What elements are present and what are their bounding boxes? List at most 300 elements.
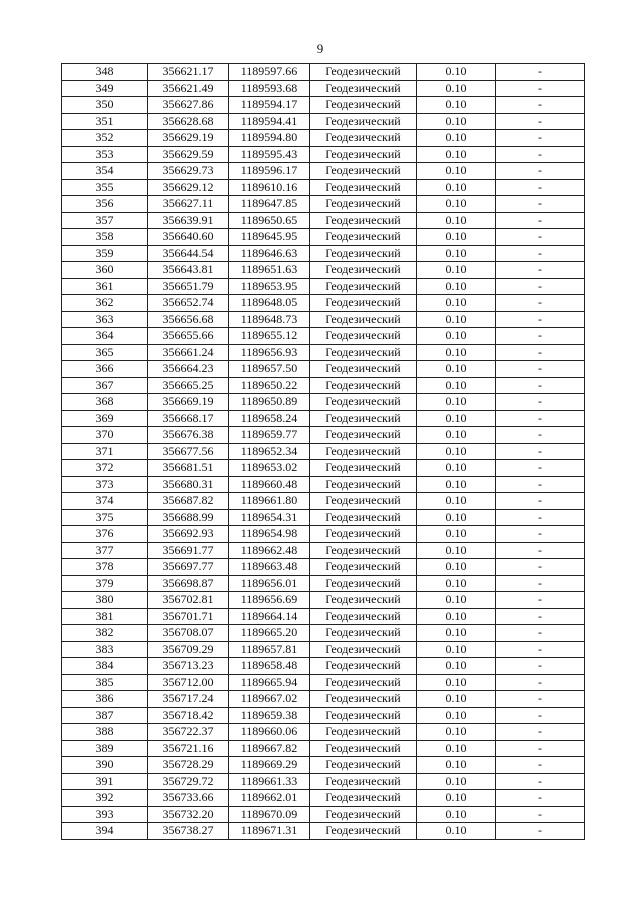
x-coordinate-cell: 356669.19	[148, 394, 229, 411]
method-cell: Геодезический	[310, 641, 417, 658]
table-row	[62, 179, 585, 196]
y-coordinate-cell: 1189650.65	[229, 212, 310, 229]
method-cell: Геодезический	[310, 526, 417, 543]
description-cell: -	[496, 707, 585, 724]
description-cell: -	[496, 740, 585, 757]
accuracy-cell: 0.10	[417, 196, 496, 213]
method-cell: Геодезический	[310, 377, 417, 394]
x-coordinate-cell: 356627.86	[148, 97, 229, 114]
y-coordinate-cell: 1189664.14	[229, 608, 310, 625]
y-coordinate-cell: 1189651.63	[229, 262, 310, 279]
description-cell: -	[496, 328, 585, 345]
x-coordinate-cell: 356688.99	[148, 509, 229, 526]
method-cell: Геодезический	[310, 443, 417, 460]
y-coordinate-cell: 1189659.77	[229, 427, 310, 444]
y-coordinate-cell: 1189594.80	[229, 130, 310, 147]
accuracy-cell: 0.10	[417, 410, 496, 427]
y-coordinate-cell: 1189658.48	[229, 658, 310, 675]
accuracy-cell: 0.10	[417, 427, 496, 444]
description-cell: -	[496, 790, 585, 807]
accuracy-cell: 0.10	[417, 641, 496, 658]
point-number-cell: 362	[62, 295, 148, 312]
table-row	[62, 278, 585, 295]
accuracy-cell: 0.10	[417, 790, 496, 807]
accuracy-cell: 0.10	[417, 344, 496, 361]
accuracy-cell: 0.10	[417, 361, 496, 378]
accuracy-cell: 0.10	[417, 575, 496, 592]
accuracy-cell: 0.10	[417, 394, 496, 411]
description-cell: -	[496, 460, 585, 477]
table-row	[62, 592, 585, 609]
x-coordinate-cell: 356729.72	[148, 773, 229, 790]
x-coordinate-cell: 356680.31	[148, 476, 229, 493]
description-cell: -	[496, 212, 585, 229]
method-cell: Геодезический	[310, 278, 417, 295]
method-cell: Геодезический	[310, 625, 417, 642]
table-row	[62, 113, 585, 130]
point-number-cell: 392	[62, 790, 148, 807]
table-row	[62, 526, 585, 543]
description-cell: -	[496, 278, 585, 295]
description-cell: -	[496, 410, 585, 427]
method-cell: Геодезический	[310, 130, 417, 147]
table-row	[62, 212, 585, 229]
method-cell: Геодезический	[310, 658, 417, 675]
point-number-cell: 350	[62, 97, 148, 114]
method-cell: Геодезический	[310, 64, 417, 81]
x-coordinate-cell: 356717.24	[148, 691, 229, 708]
y-coordinate-cell: 1189660.06	[229, 724, 310, 741]
point-number-cell: 351	[62, 113, 148, 130]
x-coordinate-cell: 356652.74	[148, 295, 229, 312]
table-row	[62, 64, 585, 81]
accuracy-cell: 0.10	[417, 80, 496, 97]
method-cell: Геодезический	[310, 229, 417, 246]
table-row	[62, 608, 585, 625]
x-coordinate-cell: 356712.00	[148, 674, 229, 691]
description-cell: -	[496, 394, 585, 411]
y-coordinate-cell: 1189656.69	[229, 592, 310, 609]
y-coordinate-cell: 1189656.93	[229, 344, 310, 361]
description-cell: -	[496, 757, 585, 774]
accuracy-cell: 0.10	[417, 163, 496, 180]
accuracy-cell: 0.10	[417, 130, 496, 147]
description-cell: -	[496, 64, 585, 81]
y-coordinate-cell: 1189671.31	[229, 823, 310, 840]
description-cell: -	[496, 773, 585, 790]
y-coordinate-cell: 1189647.85	[229, 196, 310, 213]
description-cell: -	[496, 592, 585, 609]
accuracy-cell: 0.10	[417, 707, 496, 724]
accuracy-cell: 0.10	[417, 278, 496, 295]
y-coordinate-cell: 1189669.29	[229, 757, 310, 774]
coordinates-table-body	[62, 64, 585, 840]
x-coordinate-cell: 356627.11	[148, 196, 229, 213]
accuracy-cell: 0.10	[417, 493, 496, 510]
y-coordinate-cell: 1189595.43	[229, 146, 310, 163]
description-cell: -	[496, 97, 585, 114]
y-coordinate-cell: 1189657.81	[229, 641, 310, 658]
accuracy-cell: 0.10	[417, 212, 496, 229]
point-number-cell: 378	[62, 559, 148, 576]
point-number-cell: 357	[62, 212, 148, 229]
accuracy-cell: 0.10	[417, 592, 496, 609]
method-cell: Геодезический	[310, 575, 417, 592]
x-coordinate-cell: 356621.17	[148, 64, 229, 81]
description-cell: -	[496, 229, 585, 246]
method-cell: Геодезический	[310, 740, 417, 757]
point-number-cell: 359	[62, 245, 148, 262]
point-number-cell: 376	[62, 526, 148, 543]
point-number-cell: 386	[62, 691, 148, 708]
point-number-cell: 348	[62, 64, 148, 81]
page-number: 9	[316, 41, 324, 56]
accuracy-cell: 0.10	[417, 328, 496, 345]
point-number-cell: 379	[62, 575, 148, 592]
accuracy-cell: 0.10	[417, 526, 496, 543]
table-row	[62, 575, 585, 592]
accuracy-cell: 0.10	[417, 476, 496, 493]
y-coordinate-cell: 1189654.98	[229, 526, 310, 543]
table-row	[62, 674, 585, 691]
x-coordinate-cell: 356687.82	[148, 493, 229, 510]
y-coordinate-cell: 1189662.48	[229, 542, 310, 559]
point-number-cell: 356	[62, 196, 148, 213]
description-cell: -	[496, 130, 585, 147]
description-cell: -	[496, 146, 585, 163]
table-row	[62, 328, 585, 345]
x-coordinate-cell: 356676.38	[148, 427, 229, 444]
table-row	[62, 707, 585, 724]
description-cell: -	[496, 377, 585, 394]
x-coordinate-cell: 356664.23	[148, 361, 229, 378]
table-row	[62, 476, 585, 493]
method-cell: Геодезический	[310, 707, 417, 724]
accuracy-cell: 0.10	[417, 608, 496, 625]
x-coordinate-cell: 356709.29	[148, 641, 229, 658]
point-number-cell: 363	[62, 311, 148, 328]
description-cell: -	[496, 658, 585, 675]
description-cell: -	[496, 163, 585, 180]
method-cell: Геодезический	[310, 113, 417, 130]
y-coordinate-cell: 1189645.95	[229, 229, 310, 246]
point-number-cell: 383	[62, 641, 148, 658]
method-cell: Геодезический	[310, 196, 417, 213]
method-cell: Геодезический	[310, 823, 417, 840]
coordinates-table	[61, 63, 585, 840]
x-coordinate-cell: 356722.37	[148, 724, 229, 741]
point-number-cell: 370	[62, 427, 148, 444]
point-number-cell: 374	[62, 493, 148, 510]
point-number-cell: 381	[62, 608, 148, 625]
x-coordinate-cell: 356733.66	[148, 790, 229, 807]
point-number-cell: 361	[62, 278, 148, 295]
accuracy-cell: 0.10	[417, 740, 496, 757]
method-cell: Геодезический	[310, 410, 417, 427]
x-coordinate-cell: 356718.42	[148, 707, 229, 724]
method-cell: Геодезический	[310, 509, 417, 526]
table-row	[62, 443, 585, 460]
point-number-cell: 391	[62, 773, 148, 790]
table-row	[62, 394, 585, 411]
description-cell: -	[496, 493, 585, 510]
method-cell: Геодезический	[310, 691, 417, 708]
accuracy-cell: 0.10	[417, 295, 496, 312]
point-number-cell: 367	[62, 377, 148, 394]
method-cell: Геодезический	[310, 674, 417, 691]
x-coordinate-cell: 356629.19	[148, 130, 229, 147]
y-coordinate-cell: 1189661.33	[229, 773, 310, 790]
x-coordinate-cell: 356621.49	[148, 80, 229, 97]
description-cell: -	[496, 724, 585, 741]
description-cell: -	[496, 196, 585, 213]
accuracy-cell: 0.10	[417, 542, 496, 559]
table-row	[62, 311, 585, 328]
point-number-cell: 360	[62, 262, 148, 279]
accuracy-cell: 0.10	[417, 757, 496, 774]
accuracy-cell: 0.10	[417, 311, 496, 328]
y-coordinate-cell: 1189593.68	[229, 80, 310, 97]
description-cell: -	[496, 295, 585, 312]
description-cell: -	[496, 542, 585, 559]
description-cell: -	[496, 509, 585, 526]
accuracy-cell: 0.10	[417, 773, 496, 790]
table-row	[62, 262, 585, 279]
x-coordinate-cell: 356655.66	[148, 328, 229, 345]
method-cell: Геодезический	[310, 559, 417, 576]
x-coordinate-cell: 356681.51	[148, 460, 229, 477]
y-coordinate-cell: 1189597.66	[229, 64, 310, 81]
y-coordinate-cell: 1189661.80	[229, 493, 310, 510]
method-cell: Геодезический	[310, 394, 417, 411]
table-row	[62, 130, 585, 147]
accuracy-cell: 0.10	[417, 806, 496, 823]
description-cell: -	[496, 641, 585, 658]
description-cell: -	[496, 361, 585, 378]
description-cell: -	[496, 674, 585, 691]
x-coordinate-cell: 356692.93	[148, 526, 229, 543]
method-cell: Геодезический	[310, 790, 417, 807]
table-row	[62, 806, 585, 823]
point-number-cell: 394	[62, 823, 148, 840]
point-number-cell: 393	[62, 806, 148, 823]
accuracy-cell: 0.10	[417, 691, 496, 708]
point-number-cell: 365	[62, 344, 148, 361]
x-coordinate-cell: 356702.81	[148, 592, 229, 609]
table-row	[62, 196, 585, 213]
table-row	[62, 377, 585, 394]
x-coordinate-cell: 356639.91	[148, 212, 229, 229]
method-cell: Геодезический	[310, 476, 417, 493]
y-coordinate-cell: 1189652.34	[229, 443, 310, 460]
accuracy-cell: 0.10	[417, 179, 496, 196]
x-coordinate-cell: 356708.07	[148, 625, 229, 642]
y-coordinate-cell: 1189654.31	[229, 509, 310, 526]
method-cell: Геодезический	[310, 427, 417, 444]
x-coordinate-cell: 356629.12	[148, 179, 229, 196]
point-number-cell: 353	[62, 146, 148, 163]
table-row	[62, 361, 585, 378]
point-number-cell: 382	[62, 625, 148, 642]
x-coordinate-cell: 356721.16	[148, 740, 229, 757]
table-row	[62, 740, 585, 757]
description-cell: -	[496, 625, 585, 642]
description-cell: -	[496, 559, 585, 576]
point-number-cell: 354	[62, 163, 148, 180]
table-row	[62, 146, 585, 163]
x-coordinate-cell: 356668.17	[148, 410, 229, 427]
table-row	[62, 410, 585, 427]
x-coordinate-cell: 356677.56	[148, 443, 229, 460]
description-cell: -	[496, 113, 585, 130]
x-coordinate-cell: 356728.29	[148, 757, 229, 774]
description-cell: -	[496, 575, 585, 592]
accuracy-cell: 0.10	[417, 625, 496, 642]
point-number-cell: 352	[62, 130, 148, 147]
method-cell: Геодезический	[310, 179, 417, 196]
table-row	[62, 691, 585, 708]
y-coordinate-cell: 1189646.63	[229, 245, 310, 262]
accuracy-cell: 0.10	[417, 509, 496, 526]
method-cell: Геодезический	[310, 163, 417, 180]
x-coordinate-cell: 356701.71	[148, 608, 229, 625]
y-coordinate-cell: 1189660.48	[229, 476, 310, 493]
table-row	[62, 724, 585, 741]
description-cell: -	[496, 179, 585, 196]
method-cell: Геодезический	[310, 608, 417, 625]
point-number-cell: 373	[62, 476, 148, 493]
x-coordinate-cell: 356661.24	[148, 344, 229, 361]
table-row	[62, 460, 585, 477]
description-cell: -	[496, 608, 585, 625]
y-coordinate-cell: 1189596.17	[229, 163, 310, 180]
description-cell: -	[496, 311, 585, 328]
table-row	[62, 757, 585, 774]
accuracy-cell: 0.10	[417, 146, 496, 163]
accuracy-cell: 0.10	[417, 823, 496, 840]
y-coordinate-cell: 1189655.12	[229, 328, 310, 345]
y-coordinate-cell: 1189665.94	[229, 674, 310, 691]
description-cell: -	[496, 262, 585, 279]
y-coordinate-cell: 1189648.05	[229, 295, 310, 312]
x-coordinate-cell: 356732.20	[148, 806, 229, 823]
x-coordinate-cell: 356640.60	[148, 229, 229, 246]
accuracy-cell: 0.10	[417, 724, 496, 741]
x-coordinate-cell: 356629.59	[148, 146, 229, 163]
point-number-cell: 372	[62, 460, 148, 477]
table-row	[62, 295, 585, 312]
table-row	[62, 245, 585, 262]
accuracy-cell: 0.10	[417, 559, 496, 576]
point-number-cell: 349	[62, 80, 148, 97]
x-coordinate-cell: 356643.81	[148, 262, 229, 279]
point-number-cell: 384	[62, 658, 148, 675]
table-row	[62, 790, 585, 807]
method-cell: Геодезический	[310, 212, 417, 229]
description-cell: -	[496, 691, 585, 708]
accuracy-cell: 0.10	[417, 377, 496, 394]
table-row	[62, 658, 585, 675]
x-coordinate-cell: 356697.77	[148, 559, 229, 576]
description-cell: -	[496, 427, 585, 444]
y-coordinate-cell: 1189665.20	[229, 625, 310, 642]
description-cell: -	[496, 80, 585, 97]
point-number-cell: 388	[62, 724, 148, 741]
method-cell: Геодезический	[310, 97, 417, 114]
description-cell: -	[496, 806, 585, 823]
y-coordinate-cell: 1189657.50	[229, 361, 310, 378]
y-coordinate-cell: 1189658.24	[229, 410, 310, 427]
accuracy-cell: 0.10	[417, 262, 496, 279]
point-number-cell: 369	[62, 410, 148, 427]
point-number-cell: 389	[62, 740, 148, 757]
point-number-cell: 371	[62, 443, 148, 460]
table-row	[62, 344, 585, 361]
y-coordinate-cell: 1189653.02	[229, 460, 310, 477]
table-row	[62, 823, 585, 840]
method-cell: Геодезический	[310, 146, 417, 163]
y-coordinate-cell: 1189594.17	[229, 97, 310, 114]
description-cell: -	[496, 526, 585, 543]
table-row	[62, 625, 585, 642]
method-cell: Геодезический	[310, 311, 417, 328]
method-cell: Геодезический	[310, 757, 417, 774]
table-row	[62, 509, 585, 526]
x-coordinate-cell: 356738.27	[148, 823, 229, 840]
y-coordinate-cell: 1189650.22	[229, 377, 310, 394]
method-cell: Геодезический	[310, 460, 417, 477]
y-coordinate-cell: 1189656.01	[229, 575, 310, 592]
x-coordinate-cell: 356656.68	[148, 311, 229, 328]
y-coordinate-cell: 1189662.01	[229, 790, 310, 807]
method-cell: Геодезический	[310, 542, 417, 559]
accuracy-cell: 0.10	[417, 658, 496, 675]
y-coordinate-cell: 1189659.38	[229, 707, 310, 724]
point-number-cell: 385	[62, 674, 148, 691]
table-row	[62, 773, 585, 790]
method-cell: Геодезический	[310, 344, 417, 361]
x-coordinate-cell: 356713.23	[148, 658, 229, 675]
point-number-cell: 380	[62, 592, 148, 609]
accuracy-cell: 0.10	[417, 460, 496, 477]
y-coordinate-cell: 1189663.48	[229, 559, 310, 576]
table-row	[62, 163, 585, 180]
point-number-cell: 375	[62, 509, 148, 526]
accuracy-cell: 0.10	[417, 245, 496, 262]
description-cell: -	[496, 344, 585, 361]
method-cell: Геодезический	[310, 592, 417, 609]
table-row	[62, 97, 585, 114]
x-coordinate-cell: 356629.73	[148, 163, 229, 180]
point-number-cell: 390	[62, 757, 148, 774]
point-number-cell: 364	[62, 328, 148, 345]
x-coordinate-cell: 356651.79	[148, 278, 229, 295]
method-cell: Геодезический	[310, 245, 417, 262]
point-number-cell: 368	[62, 394, 148, 411]
y-coordinate-cell: 1189667.82	[229, 740, 310, 757]
point-number-cell: 387	[62, 707, 148, 724]
table-row	[62, 559, 585, 576]
y-coordinate-cell: 1189667.02	[229, 691, 310, 708]
table-row	[62, 229, 585, 246]
x-coordinate-cell: 356698.87	[148, 575, 229, 592]
point-number-cell: 355	[62, 179, 148, 196]
description-cell: -	[496, 476, 585, 493]
point-number-cell: 358	[62, 229, 148, 246]
table-row	[62, 641, 585, 658]
y-coordinate-cell: 1189670.09	[229, 806, 310, 823]
accuracy-cell: 0.10	[417, 97, 496, 114]
